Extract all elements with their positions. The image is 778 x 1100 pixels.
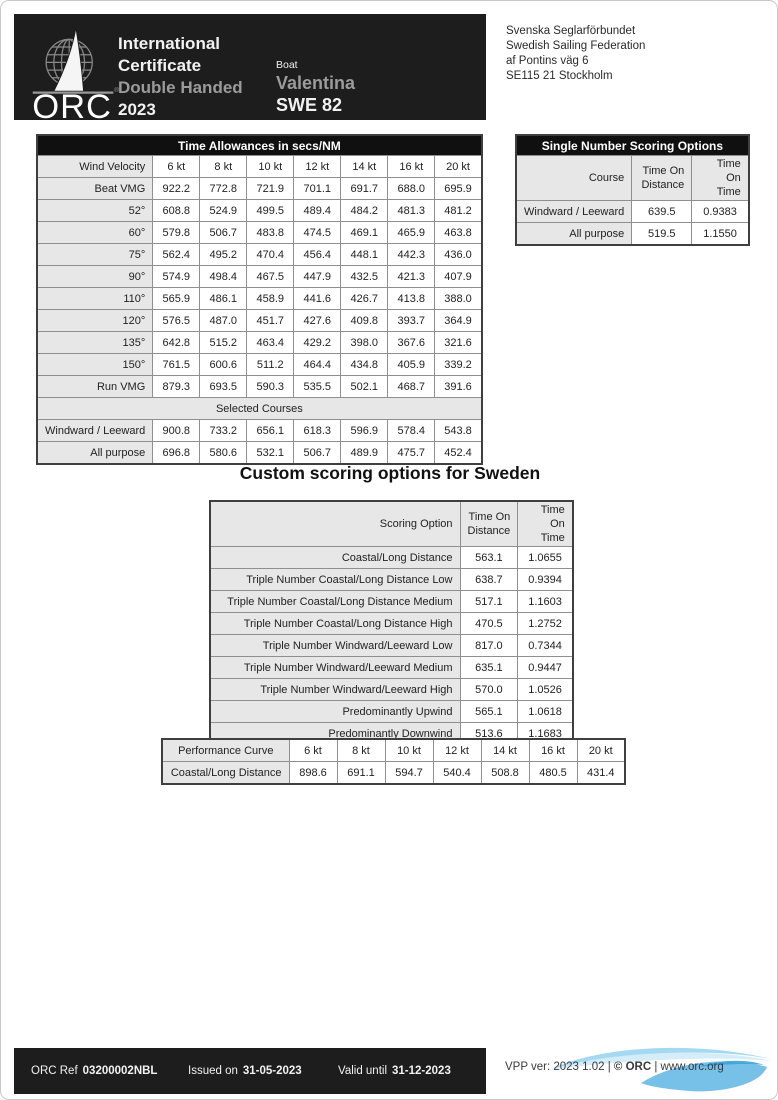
column-header: 12 kt bbox=[433, 739, 481, 762]
time-on-time-value: 1.2752 bbox=[518, 613, 573, 635]
value-cell: 481.3 bbox=[388, 200, 435, 222]
time-on-time-value: 1.0526 bbox=[518, 679, 573, 701]
value-cell: 922.2 bbox=[153, 178, 200, 200]
value-cell: 562.4 bbox=[153, 244, 200, 266]
scoring-row bbox=[210, 657, 573, 679]
value-cell: 339.2 bbox=[435, 354, 482, 376]
time-allowance-row bbox=[37, 376, 482, 398]
value-cell: 452.4 bbox=[435, 442, 482, 465]
value-cell: 879.3 bbox=[153, 376, 200, 398]
value-cell: 436.0 bbox=[435, 244, 482, 266]
value-cell: 642.8 bbox=[153, 332, 200, 354]
value-cell: 535.5 bbox=[294, 376, 341, 398]
value-cell: 475.7 bbox=[388, 442, 435, 465]
performance-curve-table bbox=[161, 738, 626, 785]
certificate-title-line3: Double Handed bbox=[118, 78, 243, 97]
time-on-time-value: 1.1550 bbox=[692, 223, 749, 246]
value-cell: 511.2 bbox=[247, 354, 294, 376]
value-cell: 515.2 bbox=[200, 332, 247, 354]
value-cell: 695.9 bbox=[435, 178, 482, 200]
value-cell: 565.9 bbox=[153, 288, 200, 310]
value-cell: 447.9 bbox=[294, 266, 341, 288]
time-on-time-value: 0.9394 bbox=[518, 569, 573, 591]
single-number-scoring-table bbox=[515, 134, 750, 246]
column-header: Time On Distance bbox=[632, 156, 692, 201]
value-cell: 578.4 bbox=[388, 420, 435, 442]
time-on-time-value: 1.0618 bbox=[518, 701, 573, 723]
value-cell: 489.4 bbox=[294, 200, 341, 222]
orc-ref-label: ORC Ref bbox=[31, 1065, 78, 1077]
value-cell: 580.6 bbox=[200, 442, 247, 465]
time-allowance-row bbox=[37, 200, 482, 222]
value-cell: 463.4 bbox=[247, 332, 294, 354]
value-cell: 502.1 bbox=[341, 376, 388, 398]
value-cell: 508.8 bbox=[481, 762, 529, 785]
selected-course-row bbox=[37, 420, 482, 442]
value-cell: 468.7 bbox=[388, 376, 435, 398]
time-on-distance-value: 639.5 bbox=[632, 201, 692, 223]
certificate-title bbox=[118, 33, 243, 121]
issued-value: 31-05-2023 bbox=[242, 1065, 302, 1077]
value-cell: 608.8 bbox=[153, 200, 200, 222]
selected-courses-header: Selected Courses bbox=[37, 398, 482, 420]
value-cell: 691.7 bbox=[341, 178, 388, 200]
value-cell: 898.6 bbox=[289, 762, 337, 785]
value-cell: 576.5 bbox=[153, 310, 200, 332]
time-allowance-row bbox=[37, 266, 482, 288]
value-cell: 474.5 bbox=[294, 222, 341, 244]
row-label: Triple Number Windward/Leeward Low bbox=[210, 635, 460, 657]
scoring-row bbox=[210, 679, 573, 701]
time-on-distance-value: 519.5 bbox=[632, 223, 692, 246]
certificate-title-line2: Certificate bbox=[118, 56, 202, 75]
value-cell: 900.8 bbox=[153, 420, 200, 442]
issuer-line: Swedish Sailing Federation bbox=[506, 40, 646, 52]
issuer-line: SE115 21 Stockholm bbox=[506, 70, 613, 82]
table-header-row bbox=[37, 156, 482, 178]
value-cell: 495.2 bbox=[200, 244, 247, 266]
value-cell: 413.8 bbox=[388, 288, 435, 310]
row-label: Triple Number Coastal/Long Distance High bbox=[210, 613, 460, 635]
certificate-header bbox=[14, 14, 486, 120]
value-cell: 398.0 bbox=[341, 332, 388, 354]
row-label: Triple Number Coastal/Long Distance Low bbox=[210, 569, 460, 591]
orc-ref bbox=[31, 1065, 157, 1077]
custom-scoring-table bbox=[209, 500, 574, 746]
value-cell: 480.5 bbox=[529, 762, 577, 785]
time-on-time-value: 1.1603 bbox=[518, 591, 573, 613]
vpp-orc: © ORC bbox=[613, 1061, 652, 1073]
value-cell: 432.5 bbox=[341, 266, 388, 288]
column-header: Time On Time bbox=[518, 501, 573, 547]
value-cell: 427.6 bbox=[294, 310, 341, 332]
value-cell: 409.8 bbox=[341, 310, 388, 332]
value-cell: 590.3 bbox=[247, 376, 294, 398]
orc-sailboat-globe-logo-icon bbox=[26, 24, 122, 120]
value-cell: 426.7 bbox=[341, 288, 388, 310]
value-cell: 393.7 bbox=[388, 310, 435, 332]
time-on-time-value: 0.7344 bbox=[518, 635, 573, 657]
vpp-suffix: | www.orc.org bbox=[651, 1061, 724, 1073]
time-on-distance-value: 470.5 bbox=[460, 613, 518, 635]
column-header: Time On Time bbox=[692, 156, 749, 201]
row-label: Triple Number Coastal/Long Distance Medium bbox=[210, 591, 460, 613]
time-on-distance-value: 817.0 bbox=[460, 635, 518, 657]
column-header: 6 kt bbox=[153, 156, 200, 178]
svg-text:®: ® bbox=[114, 87, 120, 95]
column-header: Wind Velocity bbox=[37, 156, 153, 178]
row-label: 60° bbox=[37, 222, 153, 244]
value-cell: 405.9 bbox=[388, 354, 435, 376]
value-cell: 483.8 bbox=[247, 222, 294, 244]
table-title-row bbox=[516, 135, 749, 156]
value-cell: 388.0 bbox=[435, 288, 482, 310]
scoring-row bbox=[210, 635, 573, 657]
column-header: 8 kt bbox=[200, 156, 247, 178]
column-header: 10 kt bbox=[385, 739, 433, 762]
time-allowance-row bbox=[37, 310, 482, 332]
value-cell: 691.1 bbox=[337, 762, 385, 785]
vpp-version-text bbox=[505, 1061, 724, 1073]
column-header: 8 kt bbox=[337, 739, 385, 762]
column-header: 10 kt bbox=[247, 156, 294, 178]
time-allowance-row bbox=[37, 332, 482, 354]
value-cell: 693.5 bbox=[200, 376, 247, 398]
value-cell: 469.1 bbox=[341, 222, 388, 244]
time-on-distance-value: 638.7 bbox=[460, 569, 518, 591]
value-cell: 721.9 bbox=[247, 178, 294, 200]
value-cell: 696.8 bbox=[153, 442, 200, 465]
time-on-time-value: 1.1683 bbox=[518, 723, 573, 746]
scoring-row bbox=[210, 701, 573, 723]
value-cell: 407.9 bbox=[435, 266, 482, 288]
value-cell: 594.7 bbox=[385, 762, 433, 785]
column-header: 16 kt bbox=[388, 156, 435, 178]
scoring-row bbox=[210, 547, 573, 569]
row-label: All purpose bbox=[516, 223, 632, 246]
row-label: Coastal/Long Distance bbox=[210, 547, 460, 569]
column-header: 6 kt bbox=[289, 739, 337, 762]
column-header: Scoring Option bbox=[210, 501, 460, 547]
time-allowance-row bbox=[37, 178, 482, 200]
column-header: Time On Distance bbox=[460, 501, 518, 547]
value-cell: 498.4 bbox=[200, 266, 247, 288]
column-header: 16 kt bbox=[529, 739, 577, 762]
table-title: Time Allowances in secs/NM bbox=[37, 135, 482, 156]
value-cell: 464.4 bbox=[294, 354, 341, 376]
valid-until bbox=[338, 1065, 451, 1077]
table-header-row bbox=[516, 156, 749, 201]
column-header: 20 kt bbox=[435, 156, 482, 178]
value-cell: 434.8 bbox=[341, 354, 388, 376]
valid-label: Valid until bbox=[338, 1065, 388, 1077]
value-cell: 543.8 bbox=[435, 420, 482, 442]
row-label: Predominantly Upwind bbox=[210, 701, 460, 723]
value-cell: 391.6 bbox=[435, 376, 482, 398]
svg-text:ORC: ORC bbox=[32, 88, 112, 120]
boat-identity bbox=[276, 58, 355, 116]
value-cell: 321.6 bbox=[435, 332, 482, 354]
value-cell: 532.1 bbox=[247, 442, 294, 465]
table-title-row bbox=[37, 135, 482, 156]
row-label: Triple Number Windward/Leeward Medium bbox=[210, 657, 460, 679]
time-on-distance-value: 517.1 bbox=[460, 591, 518, 613]
issued-on bbox=[188, 1065, 302, 1077]
time-on-distance-value: 565.1 bbox=[460, 701, 518, 723]
row-label: 110° bbox=[37, 288, 153, 310]
table-header-row bbox=[162, 739, 625, 762]
value-cell: 524.9 bbox=[200, 200, 247, 222]
time-allowance-row bbox=[37, 222, 482, 244]
issuer-line: af Pontins väg 6 bbox=[506, 55, 589, 67]
value-cell: 618.3 bbox=[294, 420, 341, 442]
row-label: Predominantly Downwind bbox=[210, 723, 460, 746]
scoring-row bbox=[210, 569, 573, 591]
certificate-year: 2023 bbox=[118, 100, 156, 119]
value-cell: 499.5 bbox=[247, 200, 294, 222]
value-cell: 465.9 bbox=[388, 222, 435, 244]
value-cell: 656.1 bbox=[247, 420, 294, 442]
time-allowance-row bbox=[37, 354, 482, 376]
value-cell: 489.9 bbox=[341, 442, 388, 465]
value-cell: 421.3 bbox=[388, 266, 435, 288]
boat-name: Valentina bbox=[276, 73, 356, 93]
time-allowance-row bbox=[37, 288, 482, 310]
value-cell: 688.0 bbox=[388, 178, 435, 200]
table-title: Single Number Scoring Options bbox=[516, 135, 749, 156]
value-cell: 540.4 bbox=[433, 762, 481, 785]
row-label: All purpose bbox=[37, 442, 153, 465]
table-header-row bbox=[210, 501, 573, 547]
value-cell: 600.6 bbox=[200, 354, 247, 376]
value-cell: 367.6 bbox=[388, 332, 435, 354]
value-cell: 442.3 bbox=[388, 244, 435, 266]
time-on-distance-value: 570.0 bbox=[460, 679, 518, 701]
boat-label: Boat bbox=[276, 59, 298, 71]
column-header: 12 kt bbox=[294, 156, 341, 178]
row-label: Beat VMG bbox=[37, 178, 153, 200]
value-cell: 772.8 bbox=[200, 178, 247, 200]
column-header: 14 kt bbox=[481, 739, 529, 762]
row-label: 75° bbox=[37, 244, 153, 266]
value-cell: 441.6 bbox=[294, 288, 341, 310]
value-cell: 761.5 bbox=[153, 354, 200, 376]
row-label: 150° bbox=[37, 354, 153, 376]
valid-value: 31-12-2023 bbox=[392, 1065, 451, 1077]
value-cell: 733.2 bbox=[200, 420, 247, 442]
column-header: Course bbox=[516, 156, 632, 201]
value-cell: 486.1 bbox=[200, 288, 247, 310]
value-cell: 451.7 bbox=[247, 310, 294, 332]
selected-courses-row bbox=[37, 398, 482, 420]
time-on-distance-value: 635.1 bbox=[460, 657, 518, 679]
performance-curve-row bbox=[162, 762, 625, 785]
time-allowance-row bbox=[37, 244, 482, 266]
value-cell: 431.4 bbox=[577, 762, 625, 785]
value-cell: 467.5 bbox=[247, 266, 294, 288]
issuer-line: Svenska Seglarförbundet bbox=[506, 25, 636, 37]
row-label: 120° bbox=[37, 310, 153, 332]
scoring-row bbox=[516, 223, 749, 246]
row-label: Run VMG bbox=[37, 376, 153, 398]
column-header: 14 kt bbox=[341, 156, 388, 178]
value-cell: 481.2 bbox=[435, 200, 482, 222]
row-label: Windward / Leeward bbox=[516, 201, 632, 223]
row-label: Coastal/Long Distance bbox=[162, 762, 289, 785]
column-header: Performance Curve bbox=[162, 739, 289, 762]
scoring-row bbox=[516, 201, 749, 223]
row-label: Windward / Leeward bbox=[37, 420, 153, 442]
time-allowances-table bbox=[36, 134, 483, 465]
value-cell: 701.1 bbox=[294, 178, 341, 200]
scoring-row bbox=[210, 591, 573, 613]
value-cell: 458.9 bbox=[247, 288, 294, 310]
time-on-time-value: 0.9447 bbox=[518, 657, 573, 679]
time-on-time-value: 1.0655 bbox=[518, 547, 573, 569]
certificate-title-line1: International bbox=[118, 34, 221, 53]
value-cell: 456.4 bbox=[294, 244, 341, 266]
scoring-row bbox=[210, 613, 573, 635]
row-label: Triple Number Windward/Leeward High bbox=[210, 679, 460, 701]
value-cell: 506.7 bbox=[200, 222, 247, 244]
value-cell: 429.2 bbox=[294, 332, 341, 354]
time-on-time-value: 0.9383 bbox=[692, 201, 749, 223]
value-cell: 470.4 bbox=[247, 244, 294, 266]
value-cell: 596.9 bbox=[341, 420, 388, 442]
value-cell: 574.9 bbox=[153, 266, 200, 288]
orc-ref-value: 03200002NBL bbox=[82, 1065, 158, 1077]
value-cell: 364.9 bbox=[435, 310, 482, 332]
issued-label: Issued on bbox=[188, 1065, 238, 1077]
row-label: 52° bbox=[37, 200, 153, 222]
value-cell: 487.0 bbox=[200, 310, 247, 332]
value-cell: 506.7 bbox=[294, 442, 341, 465]
issuer-address bbox=[506, 24, 645, 84]
row-label: 135° bbox=[37, 332, 153, 354]
value-cell: 463.8 bbox=[435, 222, 482, 244]
value-cell: 448.1 bbox=[341, 244, 388, 266]
selected-course-row bbox=[37, 442, 482, 465]
value-cell: 484.2 bbox=[341, 200, 388, 222]
time-on-distance-value: 513.6 bbox=[460, 723, 518, 746]
row-label: 90° bbox=[37, 266, 153, 288]
column-header: 20 kt bbox=[577, 739, 625, 762]
vpp-prefix: VPP ver: 2023 1.02 | bbox=[505, 1061, 614, 1073]
footer-bar bbox=[14, 1048, 486, 1094]
value-cell: 579.8 bbox=[153, 222, 200, 244]
sail-number: SWE 82 bbox=[276, 95, 343, 115]
custom-scoring-heading: Custom scoring options for Sweden bbox=[239, 463, 541, 483]
time-on-distance-value: 563.1 bbox=[460, 547, 518, 569]
